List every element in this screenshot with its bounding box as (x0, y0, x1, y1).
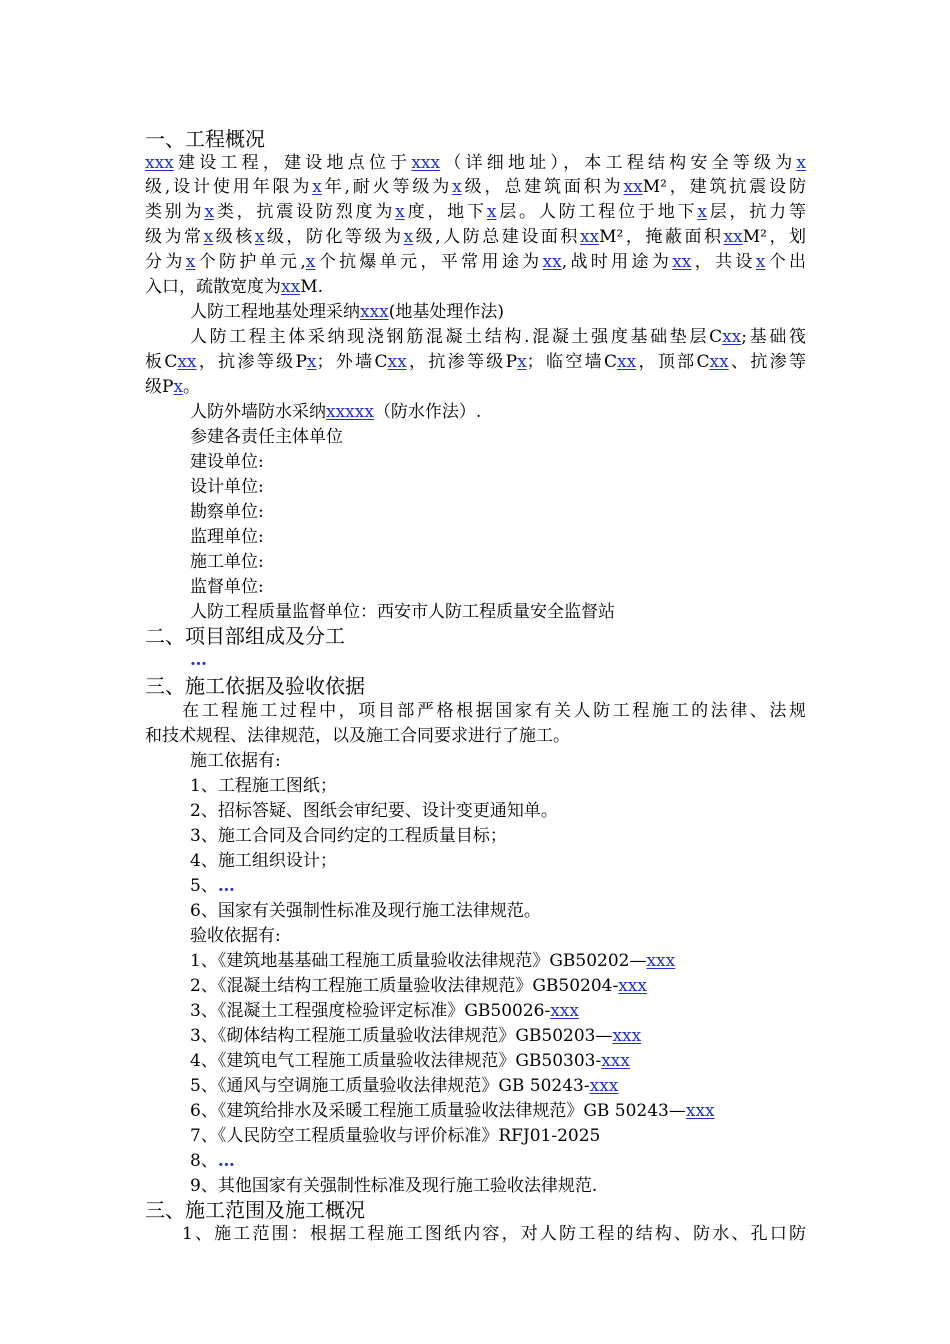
text-segment: 类，抗震设防烈度为 (214, 202, 396, 222)
ellipsis-link: … (217, 1151, 235, 1171)
placeholder-link[interactable]: x (796, 153, 807, 173)
text-segment: 人防工程主体采纳现浇钢筋混凝土结构.混凝土强度基础垫层C (190, 327, 723, 347)
text-segment: ，抗渗等级P (196, 352, 307, 372)
text-segment: 施工依据有: (190, 751, 281, 771)
text-segment: 5、《通风与空调施工质量验收法律规范》GB 50243- (190, 1076, 590, 1096)
placeholder-link[interactable]: xx (281, 277, 301, 297)
text-segment: 建设工程，建设地点位于 (173, 153, 412, 173)
text-segment: ，抗渗等级P (406, 352, 518, 372)
text-segment: 类别为 (145, 202, 205, 222)
placeholder-link[interactable]: xxx (612, 1026, 642, 1046)
text-segment: 层。人防工程位于地下 (496, 202, 698, 222)
unit-label-design (190, 475, 264, 499)
list-item (190, 1124, 600, 1148)
placeholder-link[interactable]: x (173, 377, 184, 397)
placeholder-link[interactable]: xxx (601, 1051, 630, 1071)
list-item (190, 1049, 630, 1073)
text-segment: 7、《人民防空工程质量验收与评价标准》RFJ01-2025 (190, 1126, 601, 1146)
placeholder-link[interactable]: x (306, 352, 317, 372)
unit-label-contractor (190, 550, 264, 574)
overview-line (190, 600, 615, 624)
text-segment: ;基础筏 (741, 327, 806, 347)
placeholder-link[interactable]: x (312, 177, 322, 197)
placeholder-link[interactable]: x (203, 227, 214, 247)
placeholder-link[interactable]: xx (387, 352, 407, 372)
placeholder-link[interactable]: x (254, 227, 265, 247)
list-item (190, 949, 675, 973)
placeholder-link[interactable]: xx (177, 352, 197, 372)
text-segment: 2、《混凝土结构工程施工质量验收法律规范》GB50204- (190, 976, 619, 996)
list-item (190, 1024, 641, 1048)
ellipsis-link: … (217, 876, 235, 896)
placeholder-link[interactable]: x (517, 352, 527, 372)
text-segment: 5、 (190, 876, 218, 896)
placeholder-link[interactable]: x (395, 202, 405, 222)
text-segment: M²，划 (742, 227, 807, 247)
text-segment: 和技术规程、法律规范，以及施工合同要求进行了施工。 (145, 726, 570, 746)
text-segment: 建设单位: (190, 452, 264, 472)
text-segment: 人防工程地基处理采纳 (190, 302, 360, 322)
text-segment: 3、《砌体结构工程施工质量验收法律规范》GB50203— (190, 1026, 613, 1046)
text-segment: 勘察单位: (190, 502, 264, 522)
text-segment: 度，地下 (404, 202, 487, 222)
placeholder-link[interactable]: xxx (411, 153, 441, 173)
placeholder-link[interactable]: xx (616, 352, 637, 372)
list-item (190, 774, 337, 798)
list-item (190, 874, 235, 898)
placeholder-link[interactable]: x (185, 252, 196, 272)
unit-label-construction (190, 450, 264, 474)
text-segment: 设计单位: (190, 477, 264, 497)
text-segment: 1、《建筑地基基础工程施工质量验收法律规范》GB50202— (190, 951, 647, 971)
text-segment: ；临空墙C (526, 352, 617, 372)
text-segment: ,战时用途为 (561, 252, 673, 272)
placeholder-link[interactable]: xx (623, 177, 643, 197)
list-item (190, 1099, 715, 1123)
section-title-basis: 三、施工依据及验收依据 (145, 674, 365, 698)
text-segment: 监督单位: (190, 577, 264, 597)
text-segment: 层，抗力等 (706, 202, 806, 222)
basis-intro-line (145, 724, 570, 748)
placeholder-link[interactable]: xx (709, 352, 729, 372)
overview-line (190, 425, 343, 449)
text-segment: 、抗渗等 (728, 352, 806, 372)
text-segment: 1、工程施工图纸； (190, 776, 337, 796)
text-segment: 。 (183, 377, 201, 397)
placeholder-link[interactable]: xxxxx (326, 402, 374, 422)
section-title-team: 二、项目部组成及分工 (145, 624, 345, 648)
text-segment: 4、施工组织设计； (190, 851, 337, 871)
list-item (190, 824, 507, 848)
text-segment: 6、《建筑给排水及采暖工程施工质量验收法律规范》GB 50243— (190, 1101, 686, 1121)
text-segment: M²，掩蔽面积 (599, 227, 724, 247)
text-segment: 级,设计使用年限为 (145, 177, 313, 197)
list-item (190, 1074, 618, 1098)
text-segment: M²，建筑抗震设防 (642, 177, 807, 197)
unit-label-oversight (190, 575, 264, 599)
overview-line (190, 300, 504, 324)
construction-basis-heading (190, 749, 281, 773)
text-segment: 施工单位: (190, 552, 264, 572)
text-segment: 验收依据有: (190, 926, 281, 946)
placeholder-link[interactable]: xxx (589, 1076, 619, 1096)
section-title-scope: 三、施工范围及施工概况 (145, 1198, 365, 1222)
text-segment: 级核 (213, 227, 255, 247)
placeholder-link[interactable]: xx (722, 327, 742, 347)
text-segment: 9、其他国家有关强制性标准及现行施工验收法律规范. (190, 1176, 598, 1196)
text-segment: 个抗爆单元，平常用途为 (315, 252, 543, 272)
placeholder-link[interactable]: xxx (360, 302, 389, 322)
team-ellipsis: … (190, 650, 207, 670)
text-segment: 级为常 (145, 227, 204, 247)
text-segment: 4、《建筑电气工程施工质量验收法律规范》GB50303- (190, 1051, 602, 1071)
placeholder-link[interactable]: xxx (145, 153, 174, 173)
text-segment: 3、施工合同及合同约定的工程质量目标； (190, 826, 507, 846)
overview-line (145, 375, 200, 399)
placeholder-link[interactable]: x (204, 202, 215, 222)
text-segment: 在工程施工过程中，项目部严格根据国家有关人防工程施工的法律、法规 (182, 701, 806, 721)
placeholder-link[interactable]: x (697, 202, 707, 222)
overview-line (190, 325, 806, 349)
list-item (190, 799, 558, 823)
acceptance-basis-heading (190, 924, 281, 948)
list-item (190, 974, 647, 998)
text-segment: 参建各责任主体单位 (190, 427, 343, 447)
placeholder-link[interactable]: xx (723, 227, 743, 247)
text-segment: 8、 (190, 1151, 218, 1171)
text-segment: ，共设 (691, 252, 756, 272)
list-item (190, 1149, 235, 1173)
overview-line (145, 151, 806, 175)
text-segment: 级P (145, 377, 174, 397)
placeholder-link[interactable]: x (486, 202, 497, 222)
text-segment: 级,人防总建设面积 (413, 227, 580, 247)
overview-line (145, 250, 806, 274)
text-segment: （详细地址），本工程结构安全等级为 (440, 153, 797, 173)
list-item (190, 849, 337, 873)
text-segment: 2、招标答疑、图纸会审纪要、设计变更通知单。 (190, 801, 558, 821)
text-segment: ，顶部C (636, 352, 710, 372)
placeholder-link[interactable]: x (305, 252, 316, 272)
placeholder-link[interactable]: xxx (646, 951, 676, 971)
overview-line (190, 400, 481, 424)
text-segment: 级，总建筑面积为 (461, 177, 624, 197)
scope-line (182, 1222, 806, 1246)
placeholder-link[interactable]: xx (672, 252, 692, 272)
section-title-overview: 一、工程概况 (145, 127, 265, 151)
placeholder-link[interactable]: x (452, 177, 462, 197)
list-item (190, 999, 579, 1023)
unit-label-supervision (190, 525, 264, 549)
text-segment: （防水作法）. (373, 402, 482, 422)
text-segment: 年,耐火等级为 (321, 177, 453, 197)
text-segment: 分为 (145, 252, 186, 272)
text-segment: 监理单位: (190, 527, 264, 547)
placeholder-link[interactable]: xx (542, 252, 562, 272)
placeholder-link[interactable]: xx (579, 227, 600, 247)
unit-label-survey (190, 500, 264, 524)
text-segment: 个防护单元, (195, 252, 306, 272)
text-segment: (地基处理作法) (388, 302, 505, 322)
text-segment: 级，防化等级为 (264, 227, 404, 247)
text-segment: 人防外墙防水采纳 (190, 402, 326, 422)
text-segment: 人防工程质量监督单位：西安市人防工程质量安全监督站 (190, 602, 615, 622)
placeholder-link[interactable]: x (755, 252, 766, 272)
text-segment: 1、施工范围：根据工程施工图纸内容，对人防工程的结构、防水、孔口防 (182, 1224, 806, 1244)
placeholder-link[interactable]: xxx (685, 1101, 715, 1121)
list-item (190, 1174, 597, 1198)
text-segment: 3、《混凝土工程强度检验评定标准》GB50026- (190, 1001, 551, 1021)
text-segment: ；外墙C (316, 352, 388, 372)
overview-line (145, 175, 806, 199)
text-segment: 个出 (765, 252, 807, 272)
basis-intro-line (182, 699, 806, 723)
overview-line (145, 225, 806, 249)
overview-line (145, 200, 806, 224)
text-segment: 板C (145, 352, 178, 372)
text-segment: M. (300, 277, 323, 297)
placeholder-link[interactable]: xxx (618, 976, 647, 996)
text-segment: 6、国家有关强制性标准及现行施工法律规范。 (190, 901, 541, 921)
text-segment: 入口，疏散宽度为 (145, 277, 281, 297)
placeholder-link[interactable]: xxx (550, 1001, 579, 1021)
overview-line (145, 275, 323, 299)
overview-line (145, 350, 806, 374)
placeholder-link[interactable]: x (403, 227, 414, 247)
list-item (190, 899, 541, 923)
